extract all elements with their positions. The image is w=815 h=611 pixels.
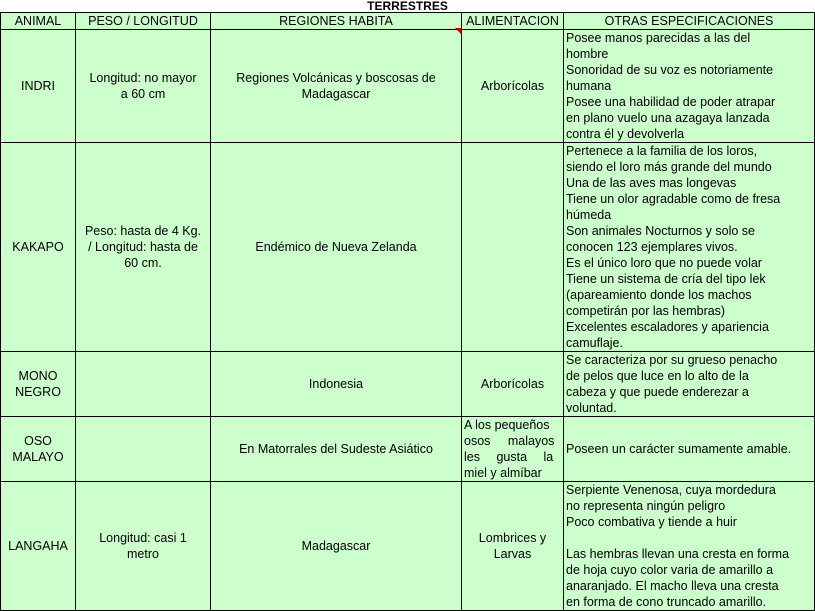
cell-line: en forma de cono truncado amarillo. — [566, 595, 767, 609]
cell-line: (apareamiento donde los machos — [566, 288, 752, 302]
cell-line: Una de las aves mas longevas — [566, 176, 737, 190]
cell-alimentacion — [462, 417, 564, 482]
cell-line: Serpiente Venenosa, cuya mordedura — [566, 483, 776, 497]
table-row — [1, 352, 815, 417]
cell-line: MONO — [18, 369, 58, 383]
cell-line: OSO — [24, 434, 52, 448]
cell-alimentacion — [462, 30, 564, 143]
header-animal: ANIMAL — [1, 13, 76, 30]
cell-otras — [564, 352, 815, 417]
cell-regiones — [211, 417, 462, 482]
table-row — [1, 143, 815, 352]
header-alimentacion: ALIMENTACION — [462, 13, 564, 30]
cell-alimentacion — [462, 143, 564, 352]
cell-peso — [76, 30, 211, 143]
comment-marker-icon[interactable] — [455, 28, 461, 34]
cell-line: Longitud: no mayor — [89, 71, 197, 85]
cell-line: Longitud: casi 1 — [99, 531, 187, 545]
cell-line: Tiene un olor agradable como de fresa — [566, 192, 781, 206]
cell-animal — [1, 30, 76, 143]
cell-line: Sonoridad de su voz es notoriamente — [566, 63, 774, 77]
cell-otras — [564, 30, 815, 143]
table-title: TERRESTRES — [367, 0, 448, 13]
header-otras-especificaciones: OTRAS ESPECIFICACIONES — [564, 13, 815, 30]
cell-line: Tiene un sistema de cría del tipo lek — [566, 272, 766, 286]
cell-line: Pertenece a la familia de los loros, — [566, 144, 758, 158]
cell-line: humana — [566, 79, 612, 93]
cell-line: Posee manos parecidas a las del — [566, 31, 751, 45]
cell-line: Se caracteriza por su grueso penacho — [566, 353, 778, 367]
animals-table — [0, 12, 815, 611]
cell-alimentacion — [462, 352, 564, 417]
cell-line: contra él y devolverla — [566, 127, 685, 141]
cell-line: KAKAPO — [12, 240, 64, 254]
cell-regiones — [211, 30, 462, 143]
cell-peso — [76, 417, 211, 482]
cell-line: Excelentes escaladores y apariencia — [566, 320, 769, 334]
cell-otras — [564, 143, 815, 352]
cell-line: no representa ningún peligro — [566, 499, 726, 513]
cell-line — [566, 530, 812, 546]
header-row — [1, 13, 815, 30]
cell-line: les gusta la — [464, 450, 554, 464]
cell-line: anaranjado. El macho lleva una cresta — [566, 579, 779, 593]
header-regiones-habita: REGIONES HABITA — [211, 13, 462, 30]
cell-line: Es el único loro que no puede volar — [566, 256, 762, 270]
cell-line: Indonesia — [308, 377, 364, 391]
cell-line: Las hembras llevan una cresta en forma — [566, 547, 790, 561]
cell-line: Arborícolas — [480, 79, 545, 93]
cell-line: En Matorrales del Sudeste Asiático — [239, 442, 433, 456]
cell-animal — [1, 417, 76, 482]
cell-line: metro — [127, 547, 159, 561]
cell-line: en plano vuelo una azagaya lanzada — [566, 111, 770, 125]
cell-line: Poco combativa y tiende a huir — [566, 515, 737, 529]
cell-regiones — [211, 143, 462, 352]
cell-regiones — [211, 482, 462, 611]
cell-line: Endémico de Nueva Zelanda — [255, 240, 417, 254]
cell-animal — [1, 482, 76, 611]
cell-line: Lombrices y — [478, 531, 547, 545]
cell-otras — [564, 482, 815, 611]
cell-line: conocen 123 ejemplares vivos. — [566, 240, 738, 254]
cell-otras — [564, 417, 815, 482]
cell-animal — [1, 352, 76, 417]
cell-line: cabeza y que puede enderezar a — [566, 385, 749, 399]
cell-line: Son animales Nocturnos y solo se — [566, 224, 755, 238]
cell-line: Arborícolas — [480, 377, 545, 391]
cell-line: de hoja cuyo color varia de amarillo a — [566, 563, 774, 577]
cell-animal — [1, 143, 76, 352]
cell-line: camuflaje. — [566, 336, 623, 350]
cell-line: miel y almíbar — [464, 466, 542, 480]
cell-line: NEGRO — [15, 385, 61, 399]
cell-line: osos malayos — [464, 434, 555, 448]
cell-peso — [76, 143, 211, 352]
cell-line: Larvas — [493, 547, 532, 561]
table-row — [1, 30, 815, 143]
cell-line: siendo el loro más grande del mundo — [566, 160, 772, 174]
table-row — [1, 417, 815, 482]
cell-line: Madagascar — [301, 539, 371, 553]
cell-line: INDRI — [20, 79, 56, 93]
cell-line: de pelos que luce en lo alto de la — [566, 369, 749, 383]
cell-line: A los pequeños — [464, 418, 550, 432]
cell-line: LANGAHA — [8, 539, 68, 553]
cell-regiones — [211, 352, 462, 417]
cell-line: 60 cm. — [124, 256, 162, 270]
cell-line: / Longitud: hasta de — [88, 240, 198, 254]
cell-line: Madagascar — [301, 87, 371, 101]
cell-line: Posee una habilidad de poder atrapar — [566, 95, 776, 109]
cell-line: Regiones Volcánicas y boscosas de — [236, 71, 436, 85]
header-peso-longitud: PESO / LONGITUD — [76, 13, 211, 30]
table-row — [1, 482, 815, 611]
cell-line: Peso: hasta de 4 Kg. — [84, 224, 202, 238]
cell-peso — [76, 482, 211, 611]
cell-line: hombre — [566, 47, 609, 61]
cell-line: a 60 cm — [120, 87, 166, 101]
cell-line: Poseen un carácter sumamente amable. — [566, 442, 792, 456]
cell-line: MALAYO — [12, 450, 64, 464]
cell-line: húmeda — [566, 208, 612, 222]
cell-peso — [76, 352, 211, 417]
cell-line: voluntad. — [566, 401, 617, 415]
cell-alimentacion — [462, 482, 564, 611]
cell-line: competirán por las hembras) — [566, 304, 726, 318]
